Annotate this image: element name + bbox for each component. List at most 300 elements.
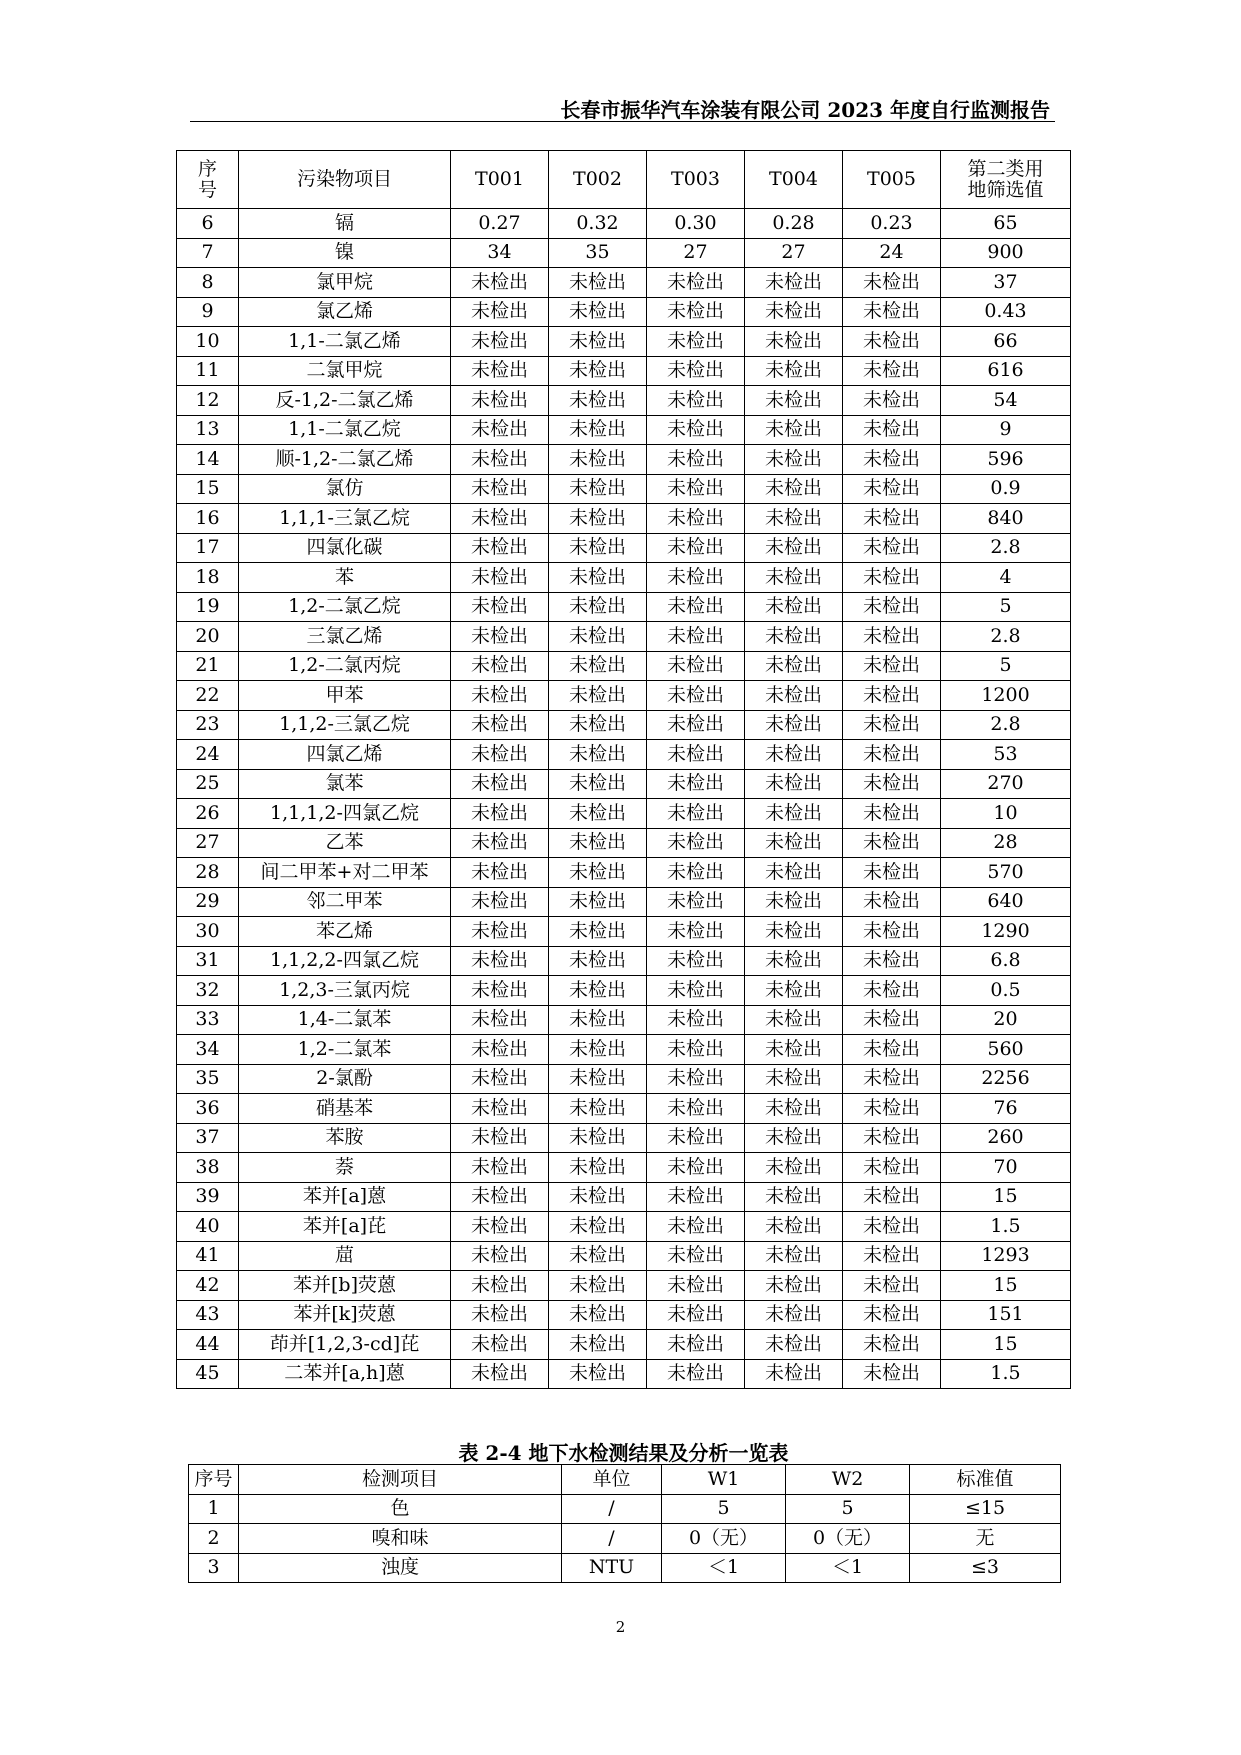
table-cell: 甲苯 bbox=[239, 681, 451, 711]
table-cell: 未检出 bbox=[647, 474, 745, 504]
table-cell: 未检出 bbox=[745, 1123, 843, 1153]
table-row bbox=[177, 1094, 1071, 1124]
table-cell: 20 bbox=[941, 1005, 1071, 1035]
table-cell: 1200 bbox=[941, 681, 1071, 711]
table-cell: 未检出 bbox=[647, 504, 745, 534]
table-cell: 未检出 bbox=[451, 740, 549, 770]
table-cell: 未检出 bbox=[647, 799, 745, 829]
table-cell: 未检出 bbox=[451, 828, 549, 858]
table-cell: 二氯甲烷 bbox=[239, 356, 451, 386]
table-cell: 䓛 bbox=[239, 1241, 451, 1271]
table-cell: 未检出 bbox=[745, 651, 843, 681]
table-cell: 30 bbox=[177, 917, 239, 947]
table-cell: 未检出 bbox=[451, 386, 549, 416]
table-cell: 未检出 bbox=[451, 1005, 549, 1035]
table-cell: 未检出 bbox=[843, 976, 941, 1006]
table-cell: 28 bbox=[941, 828, 1071, 858]
table-cell: 2256 bbox=[941, 1064, 1071, 1094]
table-cell: 未检出 bbox=[647, 740, 745, 770]
table-cell: 5 bbox=[941, 592, 1071, 622]
table-cell: 未检出 bbox=[843, 445, 941, 475]
groundwater-results-table bbox=[188, 1464, 1061, 1583]
table-cell: 未检出 bbox=[745, 1330, 843, 1360]
table-row bbox=[177, 1241, 1071, 1271]
table-cell: 未检出 bbox=[843, 622, 941, 652]
table-cell: 无 bbox=[910, 1524, 1061, 1554]
table-cell: 未检出 bbox=[843, 1094, 941, 1124]
table-cell: 未检出 bbox=[451, 1094, 549, 1124]
table-cell: 45 bbox=[177, 1359, 239, 1389]
table-cell: 151 bbox=[941, 1300, 1071, 1330]
table-cell: 54 bbox=[941, 386, 1071, 416]
table-cell: 未检出 bbox=[549, 622, 647, 652]
table-cell: 2.8 bbox=[941, 710, 1071, 740]
table-cell: 乙苯 bbox=[239, 828, 451, 858]
header-seq: 序号 bbox=[177, 151, 239, 209]
table-cell: 未检出 bbox=[549, 297, 647, 327]
table-row bbox=[177, 474, 1071, 504]
table-cell: 未检出 bbox=[843, 415, 941, 445]
table-cell: 未检出 bbox=[843, 297, 941, 327]
table-cell: 15 bbox=[941, 1182, 1071, 1212]
table-cell: 1.5 bbox=[941, 1359, 1071, 1389]
table-cell: 未检出 bbox=[745, 356, 843, 386]
table-cell: 未检出 bbox=[843, 592, 941, 622]
table-cell: 16 bbox=[177, 504, 239, 534]
table-cell: 未检出 bbox=[745, 1241, 843, 1271]
table-row bbox=[177, 887, 1071, 917]
table-header-row bbox=[189, 1465, 1061, 1495]
table-cell: 36 bbox=[177, 1094, 239, 1124]
table-cell: 未检出 bbox=[549, 917, 647, 947]
table-cell: 未检出 bbox=[451, 1212, 549, 1242]
table-cell: 未检出 bbox=[843, 1359, 941, 1389]
table-row bbox=[177, 651, 1071, 681]
table-cell: 未检出 bbox=[647, 1241, 745, 1271]
table-cell: 未检出 bbox=[549, 651, 647, 681]
table-cell: 1,1-二氯乙烷 bbox=[239, 415, 451, 445]
table-cell: 未检出 bbox=[647, 710, 745, 740]
table-cell: 未检出 bbox=[451, 858, 549, 888]
table-cell: 未检出 bbox=[843, 268, 941, 298]
table-row bbox=[177, 1182, 1071, 1212]
header-t005: T005 bbox=[843, 151, 941, 209]
table-cell: 未检出 bbox=[843, 1064, 941, 1094]
table-cell: 未检出 bbox=[549, 563, 647, 593]
table-cell: 未检出 bbox=[745, 445, 843, 475]
table-cell: 未检出 bbox=[647, 1271, 745, 1301]
table-cell: 未检出 bbox=[549, 1035, 647, 1065]
table-cell: 未检出 bbox=[647, 1300, 745, 1330]
table-cell: 未检出 bbox=[843, 1005, 941, 1035]
table-cell: 未检出 bbox=[549, 474, 647, 504]
table-cell: 616 bbox=[941, 356, 1071, 386]
table-cell: 未检出 bbox=[843, 799, 941, 829]
table-cell: 未检出 bbox=[451, 1123, 549, 1153]
table-cell: 1 bbox=[189, 1494, 239, 1524]
table-cell: 未检出 bbox=[549, 1330, 647, 1360]
table-cell: 43 bbox=[177, 1300, 239, 1330]
table-cell: 未检出 bbox=[843, 946, 941, 976]
table-cell: 0.23 bbox=[843, 209, 941, 239]
table-cell: 未检出 bbox=[549, 976, 647, 1006]
table-cell: 23 bbox=[177, 710, 239, 740]
table-cell: 15 bbox=[941, 1271, 1071, 1301]
table-cell: 1,1-二氯乙烯 bbox=[239, 327, 451, 357]
table-row bbox=[177, 386, 1071, 416]
table-cell: 1,1,1,2-四氯乙烷 bbox=[239, 799, 451, 829]
table-row bbox=[177, 622, 1071, 652]
table-cell: 未检出 bbox=[745, 327, 843, 357]
table-row bbox=[177, 356, 1071, 386]
table-cell: 70 bbox=[941, 1153, 1071, 1183]
table-cell: 未检出 bbox=[647, 268, 745, 298]
table-cell: 苯并[a]芘 bbox=[239, 1212, 451, 1242]
table-cell: 1.5 bbox=[941, 1212, 1071, 1242]
table-cell: 7 bbox=[177, 238, 239, 268]
table-cell: 未检出 bbox=[647, 1005, 745, 1035]
table-cell: 28 bbox=[177, 858, 239, 888]
table-cell: 0（无） bbox=[786, 1524, 910, 1554]
table-cell: 苯并[b]荧蒽 bbox=[239, 1271, 451, 1301]
table-row bbox=[177, 858, 1071, 888]
table-cell: 苯胺 bbox=[239, 1123, 451, 1153]
table-cell: 未检出 bbox=[647, 769, 745, 799]
table-cell: 0.28 bbox=[745, 209, 843, 239]
header-unit: 单位 bbox=[562, 1465, 662, 1495]
table-cell: 间二甲苯+对二甲苯 bbox=[239, 858, 451, 888]
table-cell: 未检出 bbox=[745, 887, 843, 917]
table-cell: 未检出 bbox=[745, 1005, 843, 1035]
table-cell: 未检出 bbox=[647, 858, 745, 888]
table-cell: 6 bbox=[177, 209, 239, 239]
table-cell: 未检出 bbox=[647, 1064, 745, 1094]
table-cell: 未检出 bbox=[549, 710, 647, 740]
table-cell: 9 bbox=[177, 297, 239, 327]
table-cell: 氯苯 bbox=[239, 769, 451, 799]
table-row bbox=[177, 946, 1071, 976]
table-cell: 未检出 bbox=[451, 1153, 549, 1183]
table-cell: 未检出 bbox=[745, 592, 843, 622]
table-cell: 氯甲烷 bbox=[239, 268, 451, 298]
table-cell: 未检出 bbox=[745, 563, 843, 593]
table-cell: 未检出 bbox=[745, 1182, 843, 1212]
table-cell: 未检出 bbox=[549, 445, 647, 475]
table-cell: 未检出 bbox=[451, 946, 549, 976]
table-cell: 未检出 bbox=[843, 828, 941, 858]
table-cell: 未检出 bbox=[745, 681, 843, 711]
table-cell: 未检出 bbox=[549, 1153, 647, 1183]
table-cell: 31 bbox=[177, 946, 239, 976]
table-cell: 未检出 bbox=[647, 445, 745, 475]
table-cell: 四氯乙烯 bbox=[239, 740, 451, 770]
table-cell: 1290 bbox=[941, 917, 1071, 947]
table-row bbox=[177, 415, 1071, 445]
table-cell: 10 bbox=[177, 327, 239, 357]
table-cell: 浊度 bbox=[239, 1553, 562, 1583]
table-cell: 5 bbox=[662, 1494, 786, 1524]
table-cell: 未检出 bbox=[549, 1241, 647, 1271]
table-cell: 0.32 bbox=[549, 209, 647, 239]
header-test-item: 检测项目 bbox=[239, 1465, 562, 1495]
table-cell: 未检出 bbox=[451, 356, 549, 386]
table-cell: 未检出 bbox=[549, 504, 647, 534]
table-cell: 苯 bbox=[239, 563, 451, 593]
table-row bbox=[177, 1359, 1071, 1389]
table-row bbox=[177, 1123, 1071, 1153]
table-cell: 41 bbox=[177, 1241, 239, 1271]
table-cell: 未检出 bbox=[451, 268, 549, 298]
header-t003: T003 bbox=[647, 151, 745, 209]
table-cell: 未检出 bbox=[647, 1094, 745, 1124]
table-cell: 未检出 bbox=[549, 740, 647, 770]
table-row bbox=[177, 592, 1071, 622]
header-w1: W1 bbox=[662, 1465, 786, 1495]
table-cell: 1,1,2-三氯乙烷 bbox=[239, 710, 451, 740]
table-cell: 37 bbox=[941, 268, 1071, 298]
table-cell: 未检出 bbox=[549, 1271, 647, 1301]
table-row bbox=[177, 1064, 1071, 1094]
table-cell: 1,2,3-三氯丙烷 bbox=[239, 976, 451, 1006]
table-cell: ＜1 bbox=[662, 1553, 786, 1583]
table-cell: 未检出 bbox=[549, 887, 647, 917]
table-cell: 未检出 bbox=[745, 710, 843, 740]
soil-results-table bbox=[176, 150, 1071, 1389]
table-cell: 未检出 bbox=[451, 327, 549, 357]
table-cell: 37 bbox=[177, 1123, 239, 1153]
table-cell: 未检出 bbox=[647, 976, 745, 1006]
table-cell: 未检出 bbox=[451, 474, 549, 504]
table-cell: 未检出 bbox=[451, 504, 549, 534]
table-cell: 未检出 bbox=[647, 917, 745, 947]
table-cell: 900 bbox=[941, 238, 1071, 268]
table-cell: 未检出 bbox=[647, 1359, 745, 1389]
table-cell: 1,1,2,2-四氯乙烷 bbox=[239, 946, 451, 976]
table-cell: 26 bbox=[177, 799, 239, 829]
table-cell: 未检出 bbox=[451, 622, 549, 652]
table-cell: 未检出 bbox=[549, 828, 647, 858]
table-row bbox=[177, 799, 1071, 829]
table-row bbox=[177, 917, 1071, 947]
table-cell: 15 bbox=[941, 1330, 1071, 1360]
report-header: 长春市振华汽车涂装有限公司 2023 年度自行监测报告 bbox=[560, 98, 1050, 122]
table-cell: 未检出 bbox=[549, 356, 647, 386]
table-cell: 未检出 bbox=[745, 474, 843, 504]
table-cell: 未检出 bbox=[843, 858, 941, 888]
table-row bbox=[177, 209, 1071, 239]
table-cell: 未检出 bbox=[647, 356, 745, 386]
table-cell: / bbox=[562, 1494, 662, 1524]
table-cell: 66 bbox=[941, 327, 1071, 357]
table-cell: 34 bbox=[451, 238, 549, 268]
table-cell: 2.8 bbox=[941, 622, 1071, 652]
table-cell: 29 bbox=[177, 887, 239, 917]
table-cell: 未检出 bbox=[451, 1035, 549, 1065]
table-cell: 未检出 bbox=[843, 681, 941, 711]
table-cell: 未检出 bbox=[451, 887, 549, 917]
table-row bbox=[177, 445, 1071, 475]
table-cell: 21 bbox=[177, 651, 239, 681]
table-cell: 44 bbox=[177, 1330, 239, 1360]
table-cell: 未检出 bbox=[451, 1064, 549, 1094]
table-cell: 未检出 bbox=[647, 681, 745, 711]
table-cell: 未检出 bbox=[745, 622, 843, 652]
table-cell: 硝基苯 bbox=[239, 1094, 451, 1124]
table-cell: 未检出 bbox=[549, 858, 647, 888]
header-t001: T001 bbox=[451, 151, 549, 209]
table-cell: 未检出 bbox=[647, 386, 745, 416]
table-cell: 0（无） bbox=[662, 1524, 786, 1554]
table-cell: 萘 bbox=[239, 1153, 451, 1183]
table-cell: 未检出 bbox=[647, 563, 745, 593]
table-cell: 未检出 bbox=[745, 1212, 843, 1242]
table-cell: 0.43 bbox=[941, 297, 1071, 327]
header-rule bbox=[190, 121, 1055, 122]
table-row bbox=[189, 1494, 1061, 1524]
table-row bbox=[177, 504, 1071, 534]
table-cell: 未检出 bbox=[647, 946, 745, 976]
table-row bbox=[177, 1271, 1071, 1301]
table-cell: 42 bbox=[177, 1271, 239, 1301]
table-cell: 27 bbox=[745, 238, 843, 268]
table-cell: 640 bbox=[941, 887, 1071, 917]
table-cell: 未检出 bbox=[451, 769, 549, 799]
table-cell: 39 bbox=[177, 1182, 239, 1212]
table-cell: 未检出 bbox=[745, 1094, 843, 1124]
table-row bbox=[177, 769, 1071, 799]
table-cell: 未检出 bbox=[549, 1094, 647, 1124]
header-t004: T004 bbox=[745, 151, 843, 209]
table-cell: 嗅和味 bbox=[239, 1524, 562, 1554]
table-cell: 27 bbox=[177, 828, 239, 858]
table-cell: 未检出 bbox=[843, 563, 941, 593]
table-row bbox=[177, 238, 1071, 268]
table-cell: 镍 bbox=[239, 238, 451, 268]
table-cell: 未检出 bbox=[451, 651, 549, 681]
table-cell: 4 bbox=[941, 563, 1071, 593]
table-cell: 15 bbox=[177, 474, 239, 504]
header-w2: W2 bbox=[786, 1465, 910, 1495]
table-cell: 未检出 bbox=[745, 858, 843, 888]
table-row bbox=[177, 327, 1071, 357]
table-cell: 三氯乙烯 bbox=[239, 622, 451, 652]
table-cell: 未检出 bbox=[451, 976, 549, 1006]
table-cell: 未检出 bbox=[647, 1123, 745, 1153]
table-cell: 未检出 bbox=[549, 1064, 647, 1094]
table-cell: 顺-1,2-二氯乙烯 bbox=[239, 445, 451, 475]
table-cell: 未检出 bbox=[745, 1359, 843, 1389]
table-cell: 氯乙烯 bbox=[239, 297, 451, 327]
table-cell: 未检出 bbox=[843, 1212, 941, 1242]
table-cell: 未检出 bbox=[647, 297, 745, 327]
header-screening-value: 第二类用地筛选值 bbox=[941, 151, 1071, 209]
table-cell: 未检出 bbox=[549, 1005, 647, 1035]
table-cell: 0.27 bbox=[451, 209, 549, 239]
table-cell: 未检出 bbox=[647, 622, 745, 652]
table-cell: 未检出 bbox=[451, 1182, 549, 1212]
table-cell: 未检出 bbox=[647, 1330, 745, 1360]
table-cell: 1293 bbox=[941, 1241, 1071, 1271]
table-cell: 11 bbox=[177, 356, 239, 386]
table-cell: 色 bbox=[239, 1494, 562, 1524]
table-cell: 未检出 bbox=[843, 1300, 941, 1330]
table-cell: 苯乙烯 bbox=[239, 917, 451, 947]
table-cell: 未检出 bbox=[843, 651, 941, 681]
table-cell: 270 bbox=[941, 769, 1071, 799]
table-cell: 未检出 bbox=[843, 356, 941, 386]
table-cell: 未检出 bbox=[745, 917, 843, 947]
table-cell: 596 bbox=[941, 445, 1071, 475]
table-cell: 未检出 bbox=[745, 533, 843, 563]
table-cell: 二苯并[a,h]蒽 bbox=[239, 1359, 451, 1389]
table-cell: 未检出 bbox=[843, 710, 941, 740]
table-cell: 未检出 bbox=[549, 1182, 647, 1212]
table-cell: 27 bbox=[647, 238, 745, 268]
table-cell: 未检出 bbox=[843, 769, 941, 799]
table-cell: 未检出 bbox=[745, 769, 843, 799]
table-cell: 未检出 bbox=[451, 799, 549, 829]
page-number: 2 bbox=[615, 1618, 626, 1636]
table-cell: 未检出 bbox=[549, 1123, 647, 1153]
table-cell: 未检出 bbox=[451, 533, 549, 563]
table-cell: 260 bbox=[941, 1123, 1071, 1153]
table-cell: 苯并[k]荧蒽 bbox=[239, 1300, 451, 1330]
table-cell: ≤3 bbox=[910, 1553, 1061, 1583]
table-cell: 未检出 bbox=[549, 1212, 647, 1242]
table-cell: 未检出 bbox=[843, 1153, 941, 1183]
table-cell: 未检出 bbox=[451, 297, 549, 327]
table-cell: 未检出 bbox=[549, 1359, 647, 1389]
table-cell: ＜1 bbox=[786, 1553, 910, 1583]
table-cell: 未检出 bbox=[451, 710, 549, 740]
table-row bbox=[177, 297, 1071, 327]
table-row bbox=[177, 563, 1071, 593]
table-cell: 未检出 bbox=[843, 1241, 941, 1271]
table-cell: 未检出 bbox=[843, 887, 941, 917]
table-row bbox=[177, 976, 1071, 1006]
table-cell: 未检出 bbox=[745, 740, 843, 770]
table-row bbox=[177, 1153, 1071, 1183]
header-t002: T002 bbox=[549, 151, 647, 209]
table-cell: 18 bbox=[177, 563, 239, 593]
table-cell: 560 bbox=[941, 1035, 1071, 1065]
table-cell: ≤15 bbox=[910, 1494, 1061, 1524]
table-cell: 38 bbox=[177, 1153, 239, 1183]
table-cell: 2.8 bbox=[941, 533, 1071, 563]
table-cell: 840 bbox=[941, 504, 1071, 534]
table-cell: 未检出 bbox=[843, 1182, 941, 1212]
table-cell: 1,4-二氯苯 bbox=[239, 1005, 451, 1035]
table-cell: 1,2-二氯乙烷 bbox=[239, 592, 451, 622]
table-cell: 20 bbox=[177, 622, 239, 652]
table-cell: 未检出 bbox=[843, 1330, 941, 1360]
table-cell: 未检出 bbox=[745, 1153, 843, 1183]
table-cell: 13 bbox=[177, 415, 239, 445]
table-cell: 未检出 bbox=[451, 917, 549, 947]
table-cell: 未检出 bbox=[647, 533, 745, 563]
header-item: 污染物项目 bbox=[239, 151, 451, 209]
table-cell: 四氯化碳 bbox=[239, 533, 451, 563]
table-cell: 未检出 bbox=[451, 1300, 549, 1330]
table-cell: 2 bbox=[189, 1524, 239, 1554]
table-cell: 镉 bbox=[239, 209, 451, 239]
table-cell: 茚并[1,2,3-cd]芘 bbox=[239, 1330, 451, 1360]
table-cell: 未检出 bbox=[745, 946, 843, 976]
table-row bbox=[177, 1300, 1071, 1330]
table-row bbox=[177, 828, 1071, 858]
table-cell: 苯并[a]蒽 bbox=[239, 1182, 451, 1212]
table-cell: 17 bbox=[177, 533, 239, 563]
